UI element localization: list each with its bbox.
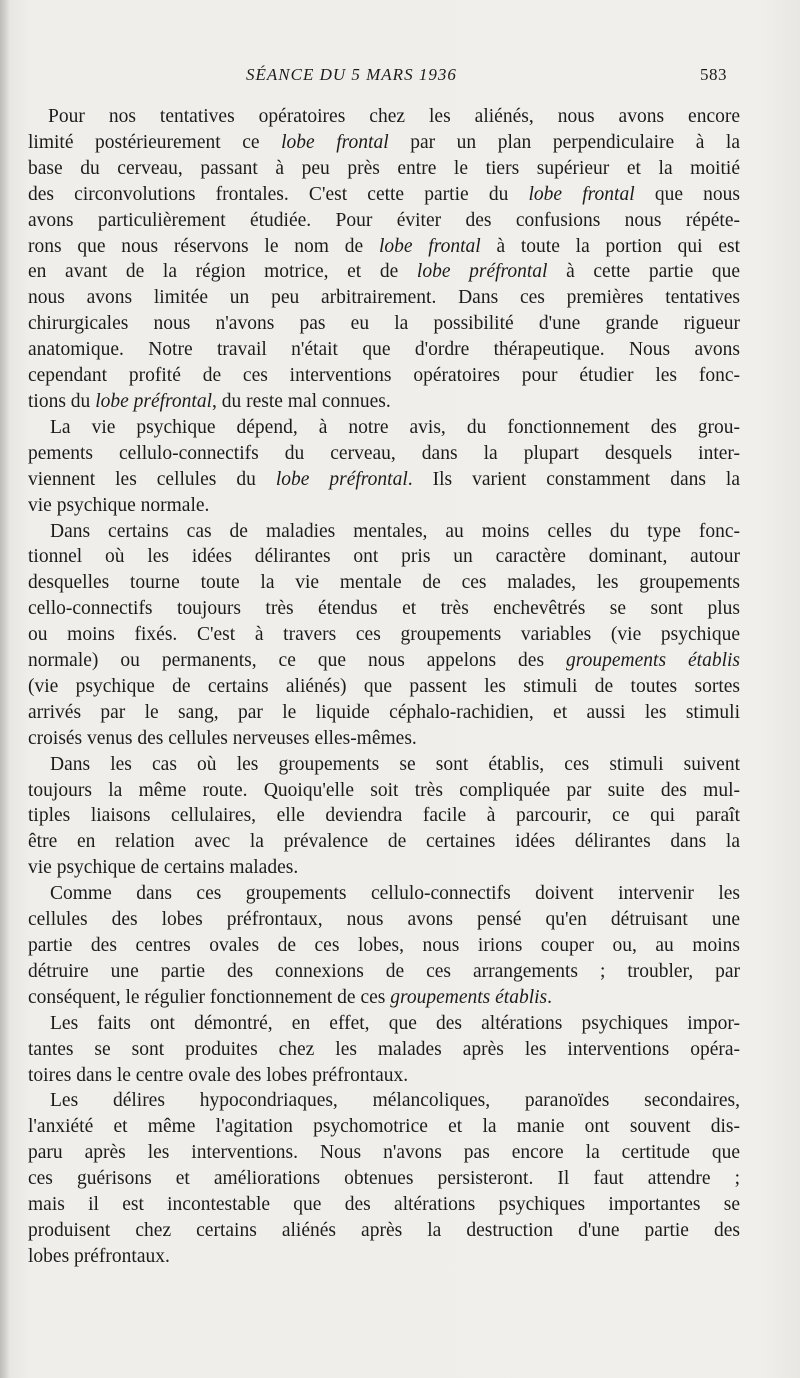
text-line: produisent chez certains aliénés après la destruction d'une partie des [28,1219,740,1241]
text-line: cellules des lobes préfrontaux, nous avons pensé qu'en détruisant une [28,909,740,931]
running-title: SÉANCE DU 5 MARS 1936 [246,65,457,84]
page-header [0,63,800,87]
text-line: anatomique. Notre travail n'était que d'ordre thérapeutique. Nous avons [28,339,740,361]
text-line: Dans certains cas de maladies mentales, au moins celles du type fonc- [50,520,740,542]
paragraph [28,881,740,1011]
paragraph [28,415,740,519]
text-line: tionnel où les idées délirantes ont pris un caractère dominant, autour [28,546,740,568]
text-line: mais il est incontestable que des altérations psychiques importantes se [28,1194,740,1216]
text-line: toires dans le centre ovale des lobes préfrontaux. [28,1064,409,1086]
text-line: nous avons limitée un peu arbitrairement. Dans ces premières tentatives [28,287,740,309]
text-line: en avant de la région motrice, et de lobe préfrontal à cette partie que [28,261,741,283]
text-line: viennent les cellules du lobe préfrontal. Ils varient constamment dans la [28,468,741,490]
text-line: être en relation avec la prévalence de certaines idées délirantes dans la [28,831,740,853]
text-line: avons particulièrement étudiée. Pour éviter des confusions nous répéte- [28,209,740,231]
text-line: La vie psychique dépend, à notre avis, du fonctionnement des grou- [50,416,740,438]
paragraph [28,1011,740,1089]
text-line: Comme dans ces groupements cellulo-connectifs doivent intervenir les [50,883,740,905]
text-line: base du cerveau, passant à peu près entre le tiers supérieur et la moitié [28,157,740,179]
text-line: toujours la même route. Quoiqu'elle soit très compliquée par suite des mul- [28,779,740,801]
text-line: ces guérisons et améliorations obtenues persisteront. Il faut attendre ; [28,1168,740,1190]
text-line: arrivés par le sang, par le liquide céphalo-rachidien, et aussi les stimuli [28,701,740,723]
text-line: chirurgicales nous n'avons pas eu la possibilité d'une grande rigueur [28,313,740,335]
text-line: tions du lobe préfrontal, du reste mal connues. [28,390,391,412]
body-text [28,104,740,1270]
text-line: tantes se sont produites chez les malades après les interventions opéra- [28,1038,740,1060]
text-line: ou moins fixés. C'est à travers ces groupements variables (vie psychique [28,624,740,646]
text-line: tiples liaisons cellulaires, elle deviendra facile à parcourir, ce qui paraît [28,805,740,827]
paragraph [28,104,740,415]
text-line: Les délires hypocondriaques, mélancoliques, paranoïdes secondaires, [50,1090,740,1112]
text-line: conséquent, le régulier fonctionnement de ces groupements établis. [28,986,553,1008]
text-line: Les faits ont démontré, en effet, que des altérations psychiques impor- [50,1012,740,1034]
paragraph [28,752,740,882]
text-line: limité postérieurement ce lobe frontal par un plan perpendiculaire à la [28,131,740,153]
text-line: vie psychique de certains malades. [28,857,299,879]
text-line: pements cellulo-connectifs du cerveau, dans la plupart desquels inter- [28,442,740,464]
text-line: vie psychique normale. [28,494,210,516]
paragraph [28,1088,740,1269]
text-line: détruire une partie des connexions de ces arrangements ; troubler, par [28,960,740,982]
text-line: Dans les cas où les groupements se sont établis, ces stimuli suivent [50,753,740,775]
text-line: Pour nos tentatives opératoires chez les aliénés, nous avons encore [48,106,740,127]
page-gutter-shadow [0,0,10,1378]
text-line: cello-connectifs toujours très étendus et très enchevêtrés se sont plus [28,598,740,620]
text-line: cependant profité de ces interventions opératoires pour étudier les fonc- [28,365,740,387]
paragraph [28,519,740,752]
text-line: (vie psychique de certains aliénés) que passent les stimuli de toutes sortes [28,675,740,697]
text-line: l'anxiété et même l'agitation psychomotrice et la manie ont souvent dis- [28,1116,740,1138]
text-line: partie des centres ovales de ces lobes, nous irions couper ou, au moins [28,935,740,956]
page-number: 583 [700,65,727,84]
text-line: rons que nous réservons le nom de lobe frontal à toute la portion qui est [28,235,740,257]
text-line: desquelles tourne toute la vie mentale de ces malades, les groupements [28,572,740,594]
text-line: des circonvolutions frontales. C'est cette partie du lobe frontal que nous [28,183,740,205]
text-line: lobes préfrontaux. [28,1245,170,1267]
text-line: paru après les interventions. Nous n'avons pas encore la certitude que [28,1142,740,1164]
text-line: normale) ou permanents, ce que nous appelons des groupements établis [28,650,740,672]
text-line: croisés venus des cellules nerveuses elles-mêmes. [28,727,417,749]
